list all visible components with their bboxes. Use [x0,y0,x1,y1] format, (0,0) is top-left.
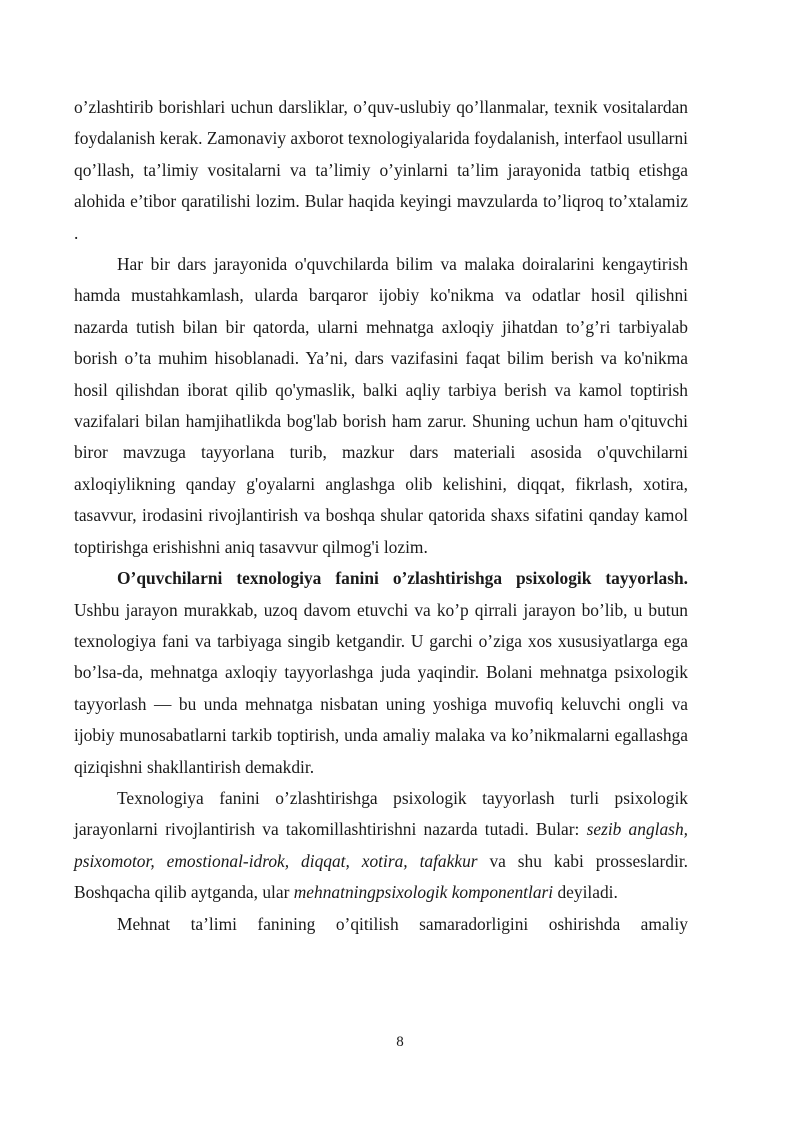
document-body [74,92,688,940]
paragraph-4-text-1: Texnologiya fanini o’zlashtirishga psixologik tayyorlash turli psixologik jarayonlarni rivojlantirish va takomillashtirishni nazarda tutadi. Bular: [74,787,688,840]
page-number: 8 [396,1034,404,1050]
paragraph-3 [74,563,688,783]
paragraph-5: Mehnat ta’limi fanining o’qitilish samaradorligini oshirishda amaliy [117,913,688,934]
paragraph-4-text-2: va shu kabi prosseslardir. Boshqacha qilib aytganda, ular [74,850,688,903]
section-heading: O’quvchilarni texnologiya fanini o’zlashtirishga psixologik tayyorlash. [117,568,688,589]
paragraph-4 [74,783,688,909]
paragraph-4-italic-1: sezib anglash, psixomotor, emostional-idrok, diqqat, xotira, tafakkur [74,819,688,871]
paragraph-1: o’zlashtirib borishlari uchun darsliklar, o’quv-uslubiy qo’llanmalar, texnik vositalardan foydalanish kerak. Zamonaviy axborot texnologiyalarida foydalanish, interfaol usullarni qo’llash, ta’limiy vositalarni va ta’limiy o’yinlarni ta’lim jarayonida tatbiq etishga alohida e’tibor qaratilishi lozim. Bular haqida keyingi mavzularda to’liqroq to’xtalamiz . [74,97,688,243]
paragraph-4-text-3: deyiladi. [553,882,618,903]
paragraph-3-body: Ushbu jarayon murakkab, uzoq davom etuvchi va ko’p qirrali jarayon bo’lib, u butun texnologiya fani va tarbiyaga singib ketgandir. U garchi o’ziga xos xususiyatlarga ega bo’lsa-da, mehnatga axloqiy tayyorlashga juda yaqindir. Bolani mehnatga psixologik tayyorlash — bu unda mehnatga nisbatan uning yoshiga muvofiq keluvchi ongli va ijobiy munosabatlarni tarkib toptirish, unda amaliy malaka va ko’nikmalarni egallashga qiziqishni shakllantirish demakdir. [74,599,688,777]
paragraph-4-italic-2: mehnatningpsixologik komponentlari [293,882,554,903]
paragraph-2: Har bir dars jarayonida o'quvchilarda bilim va malaka doiralarini kengaytirish hamda mustahkamlash, ularda barqaror ijobiy ko'nikma va odatlar hosil qilishni nazarda tutish bilan bir qatorda, ularni mehnatga axloqiy jihatdan to’g’ri tarbiyalab borish o’ta muhim hisoblanadi. Ya’ni, dars vazifasini faqat bilim berish va ko'nikma hosil qilishdan iborat qilib qo'ymaslik, balki aqliy tarbiya berish va kamol toptirish vazifalari bilan hamjihatlikda bog'lab borish ham zarur. Shuning uchun ham o'qituvchi biror mavzuga tayyorlana turib, mazkur dars materiali asosida o'quvchilarni axloqiylikning qanday g'oyalarni anglashga olib kelishini, diqqat, fikrlash, xotira, tasavvur, irodasini rivojlantirish va boshqa shular qatorida shaxs sifatini qanday kamol toptirishga erishishni aniq tasavvur qilmog'i lozim. [74,254,688,557]
